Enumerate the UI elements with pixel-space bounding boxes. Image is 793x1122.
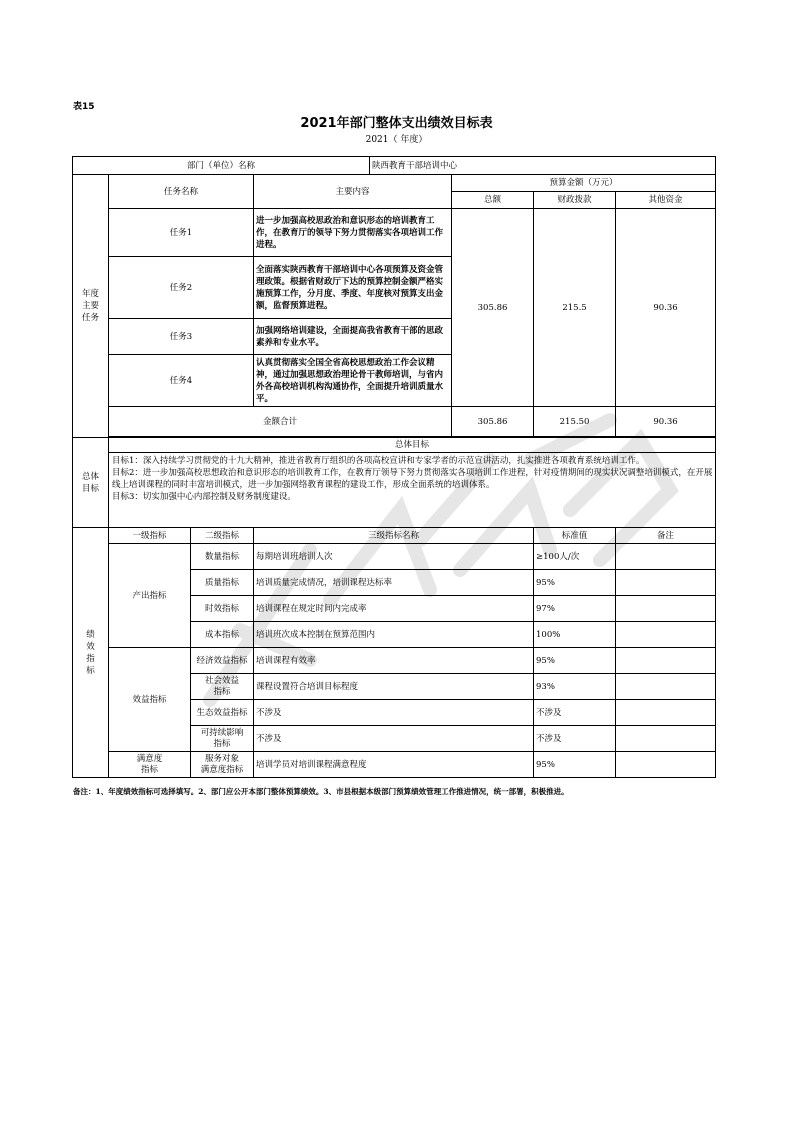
- col-total: 总额: [452, 192, 534, 209]
- annual-side-text: 年度 主要 任务: [81, 289, 99, 323]
- std-cell: 93%: [534, 674, 616, 700]
- note-cell: [616, 622, 716, 648]
- lv2-cell: 生态效益指标: [191, 700, 254, 726]
- indicator-side-text: 绩 效 指 标: [86, 629, 95, 676]
- goal-item: 目标3：切实加强中心内部控制及财务制度建设。: [112, 492, 296, 502]
- lv3-cell: 培训质量完成情况，培训课程达标率: [254, 570, 534, 596]
- std-cell: 100%: [534, 622, 616, 648]
- note-cell: [616, 648, 716, 674]
- lv1-output: 产出指标: [109, 544, 191, 648]
- lv2-cell: 社会效益 指标: [191, 674, 254, 700]
- indicator-row: [73, 752, 716, 778]
- task-row: [73, 209, 716, 257]
- col-main-content: 主要内容: [254, 175, 452, 209]
- col-other: 其他资金: [616, 192, 716, 209]
- indicator-row: [73, 544, 716, 570]
- lv3-cell: 每期培训班培训人次: [254, 544, 534, 570]
- col-budget: 预算金额（万元）: [452, 175, 716, 192]
- task-name: 任务2: [109, 257, 254, 319]
- std-cell: 95%: [534, 752, 616, 778]
- lv2-cell: 数量指标: [191, 544, 254, 570]
- footer-note: 备注：1、年度绩效指标可选择填写。2、部门应公开本部门整体预算绩效。3、市县根据本级部门预算绩效管理工作推进情况，统一部署，积极推进。: [73, 787, 569, 796]
- overall-side-text: 总体 目标: [81, 471, 99, 494]
- col-std: 标准值: [534, 528, 616, 544]
- lv3-cell: 培训课程在规定时间内完成率: [254, 596, 534, 622]
- lv2-cell: 可持续影响 指标: [191, 726, 254, 752]
- task-name: 任务3: [109, 319, 254, 355]
- std-cell: 95%: [534, 570, 616, 596]
- note-cell: [616, 596, 716, 622]
- dept-row: [73, 157, 716, 175]
- std-cell: 不涉及: [534, 700, 616, 726]
- lv3-cell: 培训学员对培训课程满意程度: [254, 752, 534, 778]
- lv3-cell: 不涉及: [254, 726, 534, 752]
- task-other: 90.36: [616, 209, 716, 407]
- sum-total: 305.86: [452, 407, 534, 437]
- table-number: 表15: [73, 102, 95, 112]
- overall-side-label: [73, 438, 109, 528]
- indicator-side-label: [73, 528, 109, 778]
- annual-task-side-label: [73, 175, 109, 438]
- sum-row: [73, 407, 716, 437]
- note-cell: [616, 570, 716, 596]
- page-subtitle: 2021（ 年度）: [365, 135, 428, 145]
- performance-target-table: [72, 156, 716, 778]
- std-cell: 97%: [534, 596, 616, 622]
- task-total: 305.86: [452, 209, 534, 407]
- col-task-name: 任务名称: [109, 175, 254, 209]
- goal-item: 目标2：进一步加强高校思想政治和意识形态的培训教育工作，在教育厅领导下努力贯彻落实各项培训工作进程，针对疫情期间的现实状况调整培训模式，在开展线上培训课程的同时丰富培训模式，进一步加强网络教育课程的建设工作，形成全面系统的培训体系。: [112, 468, 713, 490]
- lv3-cell: 不涉及: [254, 700, 534, 726]
- task-content: 认真贯彻落实全国全省高校思想政治工作会议精神，通过加强思想政治理论骨干教师培训，与省内外各高校培训机构沟通协作，全面提升培训质量水平。: [254, 355, 452, 407]
- lv3-cell: 培训课程有效率: [254, 648, 534, 674]
- task-name: 任务4: [109, 355, 254, 407]
- lv3-cell: 培训班次成本控制在预算范围内: [254, 622, 534, 648]
- col-lv3: 三级指标名称: [254, 528, 534, 544]
- task-content: 全面落实陕西教育干部培训中心各项预算及资金管理政策。根据省财政厅下达的预算控制金额严格实施预算工作，分月度、季度、年度核对预算支出金额，监督预算进程。: [254, 257, 452, 319]
- note-cell: [616, 726, 716, 752]
- sum-label: 金额合计: [109, 407, 452, 437]
- dept-value: 陕西教育干部培训中心: [370, 157, 716, 175]
- sum-other: 90.36: [616, 407, 716, 437]
- col-lv1: 一级指标: [109, 528, 191, 544]
- std-cell: ≥100人/次: [534, 544, 616, 570]
- lv2-cell: 时效指标: [191, 596, 254, 622]
- page-title: 2021年部门整体支出绩效目标表: [300, 116, 493, 131]
- task-name: 任务1: [109, 209, 254, 257]
- overall-header: 总体目标: [109, 438, 716, 453]
- task-content: 加强网络培训建设，全面提高我省教育干部的思政素养和专业水平。: [254, 319, 452, 355]
- col-note: 备注: [616, 528, 716, 544]
- note-cell: [616, 752, 716, 778]
- note-cell: [616, 700, 716, 726]
- note-cell: [616, 544, 716, 570]
- lv2-cell: 成本指标: [191, 622, 254, 648]
- col-fiscal: 财政拨款: [534, 192, 616, 209]
- dept-label: 部门（单位）名称: [73, 157, 370, 175]
- task-fiscal: 215.5: [534, 209, 616, 407]
- lv2-cell: 经济效益指标: [191, 648, 254, 674]
- indicator-row: [73, 648, 716, 674]
- lv2-cell: 质量指标: [191, 570, 254, 596]
- lv1-satisfaction: 满意度 指标: [109, 752, 191, 778]
- sum-fiscal: 215.50: [534, 407, 616, 437]
- lv1-benefit: 效益指标: [109, 648, 191, 752]
- note-cell: [616, 674, 716, 700]
- goal-item: 目标1：深入持续学习贯彻党的十九大精神，推进省教育厅组织的各项高校宣讲和专家学者的示范宣讲活动，扎实推进各项教育系统培训工作。: [112, 456, 645, 466]
- lv2-cell: 服务对象 满意度指标: [191, 752, 254, 778]
- overall-goals: [109, 453, 716, 528]
- std-cell: 不涉及: [534, 726, 616, 752]
- lv3-cell: 课程设置符合培训目标程度: [254, 674, 534, 700]
- task-content: 进一步加强高校思政治和意识形态的培训教育工作，在教育厅的领导下努力贯彻落实各项培训工作进程。: [254, 209, 452, 257]
- std-cell: 95%: [534, 648, 616, 674]
- col-lv2: 二级指标: [191, 528, 254, 544]
